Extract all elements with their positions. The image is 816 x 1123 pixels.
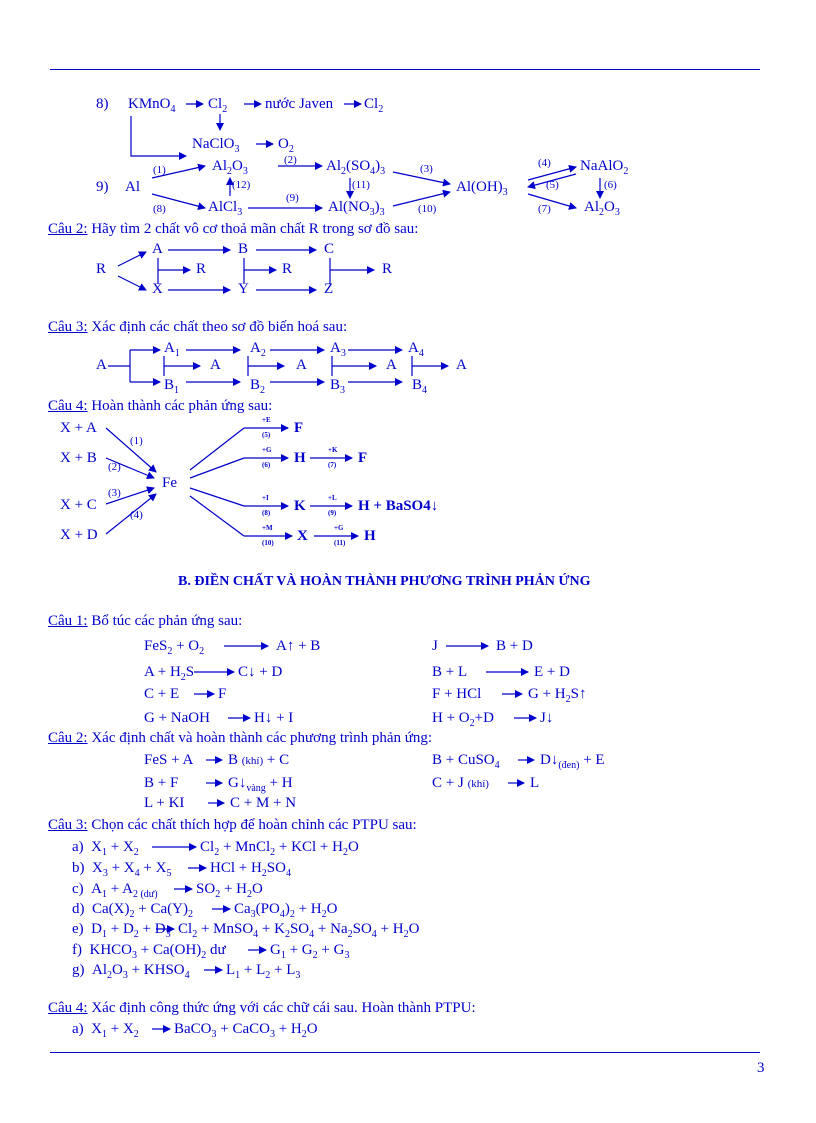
b1-eq: B + L xyxy=(432,664,468,680)
q2a-node: Y xyxy=(238,281,249,297)
b2-eq: $D↓_{(đen)} + E$ xyxy=(540,752,605,771)
scheme9-al: Al xyxy=(125,179,140,195)
q4a-product: H xyxy=(364,528,376,544)
q4a-step: (2) xyxy=(108,461,121,473)
b3-item: $SO_2 + H_2O$ xyxy=(196,881,263,900)
q4a-product: F xyxy=(358,450,368,466)
q4a-left: X + D xyxy=(60,527,98,543)
q4a-reagent: +I xyxy=(262,494,269,502)
q4a-reagent: +G xyxy=(262,446,272,454)
b2-heading: Câu 2: Xác định chất và hoàn thành các phương trình phản ứng: xyxy=(48,730,433,746)
b2-eq: FeS + A xyxy=(144,752,194,768)
b4-item: BaCO$_3$ + CaCO$_3$ + $H_2O$ xyxy=(174,1021,318,1040)
q2a-node: R xyxy=(96,261,107,277)
scheme9-alcl3: AlCl$_3$ xyxy=(208,199,243,218)
b3-item: c) $A_1 + A_{2 (dư)}$ xyxy=(72,881,158,900)
q3a-node: A xyxy=(210,357,221,373)
q3a-node: A xyxy=(456,357,467,373)
b1-eq: J xyxy=(432,638,438,654)
b1-eq: C↓ + D xyxy=(238,664,283,680)
scheme9-step: (4) xyxy=(538,157,551,169)
q2a-node: R xyxy=(196,261,207,277)
b3-heading: Câu 3: Chọn các chất thích hợp để hoàn chỉnh các PTPU sau: xyxy=(48,817,417,833)
b3-item: $Ca_3(PO_4)_2 + H_2O$ xyxy=(234,901,338,920)
q2a-node: X xyxy=(152,281,163,297)
scheme9-step: (12) xyxy=(232,179,251,191)
scheme8-cl2: $Cl_2$ xyxy=(208,96,228,115)
q3a-node: $A_2$ xyxy=(250,340,266,359)
scheme8-javen: nước Javen xyxy=(265,96,334,112)
q4a-step: (11) xyxy=(334,539,346,547)
b4-item: a) $X_1 + X_2$ xyxy=(72,1021,139,1040)
b3-item: $Cl_2$ + MnSO$_4$ + $K_2SO_4 + Na_2SO_4 + H_2O$ xyxy=(178,921,420,940)
scheme8-o2: $O_2$ xyxy=(278,136,294,155)
b1-eq: F + HCl xyxy=(432,686,482,702)
scheme8-cl2-end: $Cl_2$ xyxy=(364,96,384,115)
b1-eq: H↓ + I xyxy=(254,710,294,726)
q4a-step: (4) xyxy=(130,509,143,521)
q4a-product: K xyxy=(294,498,306,514)
q3a-node: $B_1$ xyxy=(164,377,180,396)
q4a-reagent: +K xyxy=(328,446,338,454)
b1-eq: J↓ xyxy=(540,710,554,726)
q3a-heading: Câu 3: Xác định các chất theo sơ đồ biến hoá sau: xyxy=(48,319,348,335)
footer-rule xyxy=(50,1052,760,1053)
q2a-node: C xyxy=(324,241,335,257)
scheme9-step: (11) xyxy=(352,179,370,191)
q3a-node: $A_4$ xyxy=(408,340,424,359)
b2-eq: C + J (khí) xyxy=(432,775,489,791)
b1-eq: B + D xyxy=(496,638,533,654)
q4a-center: Fe xyxy=(162,475,177,491)
q4a-step: (3) xyxy=(108,487,121,499)
scheme9-step: (2) xyxy=(284,154,297,166)
q4a-product: X xyxy=(297,528,308,544)
b2-eq: B + F xyxy=(144,775,179,791)
b1-eq: $G + H_2S↑$ xyxy=(528,686,587,705)
b3-item: g) $Al_2O_3$ + $KHSO_4$ xyxy=(72,962,190,981)
b1-eq: $FeS_2 + O_2$ xyxy=(144,638,205,657)
q4a-step: (1) xyxy=(130,435,143,447)
scheme9-al2o3-end: $Al_2O_3$ xyxy=(584,199,620,218)
q2a-node: A xyxy=(152,241,163,257)
scheme9-al2o3: $Al_2O_3$ xyxy=(212,158,248,177)
q4a-left: X + B xyxy=(60,450,97,466)
b1-eq: $A + H_2S$ xyxy=(144,664,195,683)
q2a-node: B xyxy=(238,241,249,257)
q4a-step: (9) xyxy=(328,509,337,517)
b2-eq: L xyxy=(530,775,540,791)
scheme9-label: 9) xyxy=(96,179,109,195)
b3-item: $Cl_2$ + MnCl$_2$ + KCl + $H_2O$ xyxy=(200,839,359,858)
scheme9-step: (5) xyxy=(546,179,559,191)
b3-item: e) $D_1 + D_2 + D_3$ xyxy=(72,921,171,940)
q3a-node: $B_3$ xyxy=(330,377,346,396)
q2a-node: R xyxy=(382,261,393,277)
b3-item: d) $Ca(X)_2 + Ca(Y)_2$ xyxy=(72,901,193,920)
q2a-node: Z xyxy=(324,281,334,297)
q4a-step: (5) xyxy=(262,431,271,439)
b3-item: $G_1 + G_2 + G_3$ xyxy=(270,942,350,961)
page-number: 3 xyxy=(757,1060,765,1076)
b1-eq: $H + O_2+D$ xyxy=(432,710,494,729)
scheme9-al2so43: $Al_2(SO_4)_3$ xyxy=(326,158,386,177)
q4a-step: (6) xyxy=(262,461,271,469)
scheme9-step: (7) xyxy=(538,203,551,215)
q3a-node: A xyxy=(96,357,107,373)
q4a-product: F xyxy=(294,420,304,436)
b1-eq: E + D xyxy=(534,664,570,680)
b2-eq: C + M + N xyxy=(230,795,297,811)
q4a-reagent: +G xyxy=(334,524,344,532)
b4-heading: Câu 4: Xác định công thức ứng với các chữ cái sau. Hoàn thành PTPU: xyxy=(48,1000,476,1016)
scheme8-label: 8) xyxy=(96,96,109,112)
b3-item: a) $X_1 + X_2$ xyxy=(72,839,139,858)
scheme9-aloh3: $Al(OH)_3$ xyxy=(456,179,508,198)
b2-eq: B + CuSO$_4$ xyxy=(432,752,500,771)
q2a-heading: Câu 2: Hãy tìm 2 chất vô cơ thoả mãn chất R trong sơ đồ sau: xyxy=(48,221,419,237)
q3a-node: A xyxy=(296,357,307,373)
scheme9-step: (3) xyxy=(420,163,433,175)
q3a-node: $A_1$ xyxy=(164,340,180,359)
q3a-node: $B_2$ xyxy=(250,377,266,396)
q4a-product: H + BaSO4↓ xyxy=(358,498,439,514)
q4a-product: H xyxy=(294,450,306,466)
scheme9-step: (9) xyxy=(286,192,299,204)
q3a-node: $A_3$ xyxy=(330,340,346,359)
b3-item: f) $KHCO_3 + Ca(OH)_2$ dư xyxy=(72,942,226,961)
b1-eq: G + NaOH xyxy=(144,710,210,726)
scheme9-alno33: $Al(NO_3)_3$ xyxy=(328,199,385,218)
scheme8-naclo3: NaClO$_3$ xyxy=(192,136,240,155)
b1-heading: Câu 1: Bổ túc các phản ứng sau: xyxy=(48,613,243,629)
b2-eq: B (khí) + C xyxy=(228,752,290,768)
section-b-title: B. ĐIỀN CHẤT VÀ HOÀN THÀNH PHƯƠNG TRÌNH PHẢN ỨNG xyxy=(178,574,591,589)
q3a-node: $B_4$ xyxy=(412,377,428,396)
q4a-reagent: +L xyxy=(328,494,337,502)
scheme9-step: (6) xyxy=(604,179,617,191)
q4a-step: (8) xyxy=(262,509,271,517)
b3-item: b) $X_3 + X_4 + X_5$ xyxy=(72,860,172,879)
scheme8-kmno4: KMnO$_4$ xyxy=(128,96,176,115)
scheme9-naalo2: NaAlO$_2$ xyxy=(580,158,629,177)
scheme9-step: (1) xyxy=(153,164,166,176)
q4a-step: (10) xyxy=(262,539,274,547)
q3a-node: A xyxy=(386,357,397,373)
b1-eq: F xyxy=(218,686,227,702)
q4a-left: X + C xyxy=(60,497,97,513)
scheme9-step: (8) xyxy=(153,203,166,215)
b2-eq: $G↓_{vàng} + H$ xyxy=(228,775,293,794)
b3-item: HCl + $H_2SO_4$ xyxy=(210,860,291,879)
b1-eq: C + E xyxy=(144,686,180,702)
q2a-node: R xyxy=(282,261,293,277)
q4a-step: (7) xyxy=(328,461,337,469)
b3-item: $L_1 + L_2 + L_3$ xyxy=(226,962,301,981)
q4a-reagent: +M xyxy=(262,524,273,532)
b1-eq: A↑ + B xyxy=(276,638,321,654)
q4a-heading: Câu 4: Hoàn thành các phản ứng sau: xyxy=(48,398,273,414)
q4a-reagent: +E xyxy=(262,416,271,424)
q4a-left: X + A xyxy=(60,420,97,436)
b2-eq: L + KI xyxy=(144,795,185,811)
scheme9-step: (10) xyxy=(418,203,437,215)
